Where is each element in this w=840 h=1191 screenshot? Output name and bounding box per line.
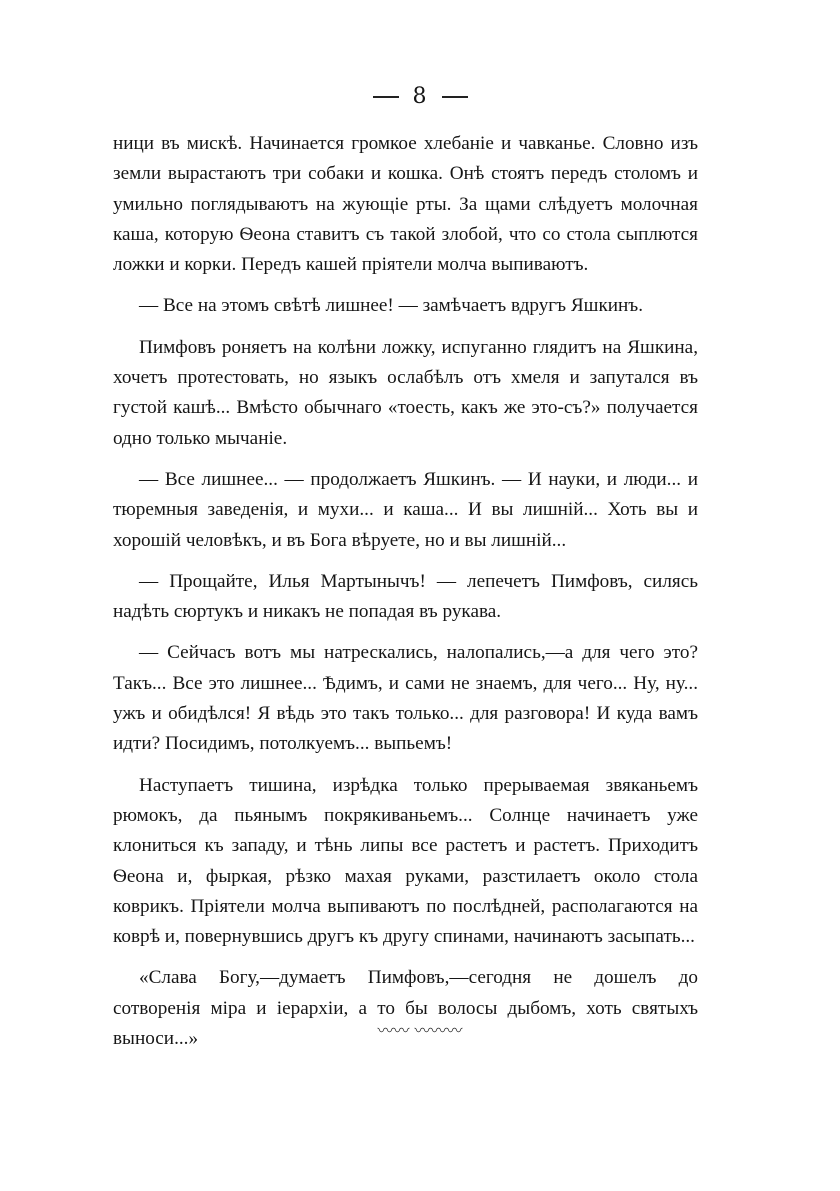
paragraph-4: — Все лишнее... — продолжаетъ Яшкинъ. — И науки, и люди... и тюремныя заведенія, и мухи... и каша... И вы лишній... Хоть вы и хорошій человѣкъ, и въ Бога вѣруете, но и вы лишній...: [113, 468, 698, 551]
page-number: 8: [412, 84, 428, 109]
paragraph-3: Пимфовъ роняетъ на колѣни ложку, испуганно глядитъ на Яшкина, хочетъ протестовать, но языкъ ослабѣлъ отъ хмеля и запутался въ густой кашѣ... Вмѣсто обычнаго «тоесть, какъ же это-съ?» получается одно только мычаніе.: [113, 336, 698, 449]
paragraph-5: — Прощайте, Илья Мартынычъ! — лепечетъ Пимфовъ, силясь надѣть сюртукъ и никакъ не попадая въ рукава.: [113, 570, 698, 623]
paragraph-1: ници въ мискѣ. Начинается громкое хлебаніе и чавканье. Словно изъ земли вырастаютъ три собаки и кошка. Онѣ стоятъ передъ столомъ и умильно поглядываютъ на жующіе рты. За щами слѣдуетъ молочная каша, которую Ѳеона ставитъ съ такой злобой, что со стола сыплются ложки и корки. Передъ кашей пріятели молча выпиваютъ.: [113, 133, 698, 276]
page-header: [0, 84, 840, 109]
header-dash-left: [373, 96, 399, 98]
end-ornament: 〰〰 〰〰〰: [377, 1021, 463, 1040]
paragraph-7: Наступаетъ тишина, изрѣдка только прерываемая звяканьемъ рюмокъ, да пьянымъ покрякиваньемъ... Солнце начинаетъ уже клониться къ западу, и тѣнь липы все растетъ и растетъ. Приходитъ Ѳеона и, фыркая, рѣзко махая руками, разстилаетъ около стола коврикъ. Пріятели молча выпиваютъ по послѣдней, располагаются на коврѣ и, повернувшись другъ къ другу спинами, начинаютъ засыпать...: [113, 774, 698, 948]
body-text: [113, 129, 698, 1065]
header-dash-right: [442, 96, 468, 98]
paragraph-8: «Слава Богу,—думаетъ Пимфовъ,—сегодня не дошелъ до сотворенія міра и іерархіи, а то бы волосы дыбомъ, хоть святыхъ выноси...»: [113, 967, 698, 1050]
paragraph-6: — Сейчасъ вотъ мы натрескались, налопались,—а для чего это? Такъ... Все это лишнее... Ѣдимъ, и сами не знаемъ, для чего... Ну, ну... ужъ и обидѣлся! Я вѣдь это такъ только... для разговора! И куда вамъ идти? Посидимъ, потолкуемъ... выпьемъ!: [113, 642, 698, 755]
paragraph-2: — Все на этомъ свѣтѣ лишнее! — замѣчаетъ вдругъ Яшкинъ.: [139, 295, 644, 317]
